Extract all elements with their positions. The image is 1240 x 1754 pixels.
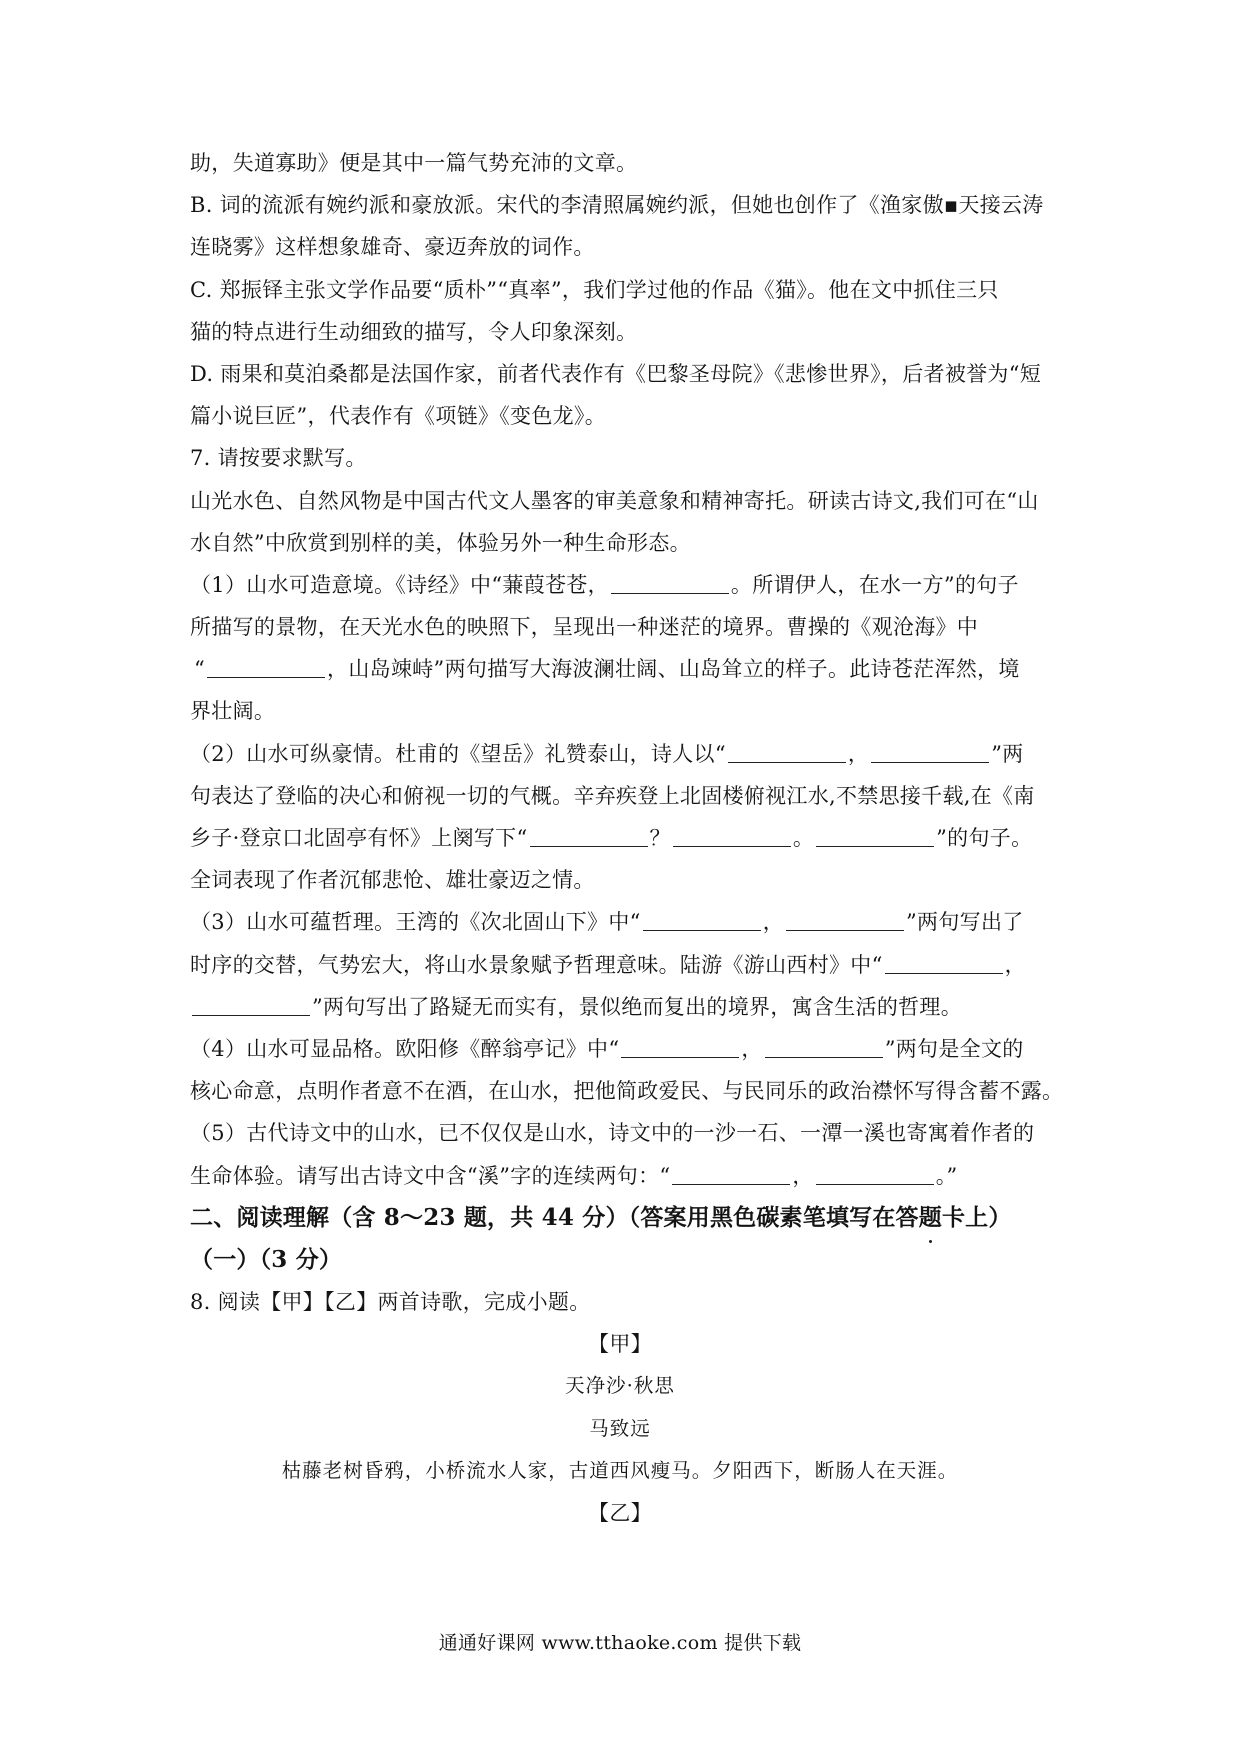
answer-blank[interactable] xyxy=(871,738,989,763)
text-line: 水自然”中欣赏到别样的美，体验另外一种生命形态。 xyxy=(190,530,691,555)
heading-text: 二、阅读理解（含 8～23 题，共 44 分）（答案用黑色碳素笔填写在 xyxy=(190,1203,896,1231)
text-segment: 乡子·登京口北固亭有怀》上阕写下“ xyxy=(190,826,528,850)
text-segment: ， xyxy=(762,910,785,935)
footer-watermark: 通通好课网 www.tthaoke.com 提供下载 xyxy=(438,1632,802,1654)
text-line xyxy=(190,944,1050,986)
answer-blank[interactable] xyxy=(621,1033,739,1058)
text-segment: ”的句子。 xyxy=(936,826,1033,850)
text-segment: 生命体验。请写出古诗文中含“溪”字的连续两句：“ xyxy=(190,1163,671,1188)
text-segment: ？ xyxy=(649,826,671,850)
text-segment: 时序的交替，气势宏大，将山水景象赋予哲理意味。陆游《游山西村》中“ xyxy=(190,952,883,977)
answer-blank[interactable] xyxy=(885,949,1003,974)
poem-body: 枯藤老树昏鸦，小桥流水人家，古道西风瘦马。夕阳西下，断肠人在天涯。 xyxy=(281,1458,959,1482)
text-line xyxy=(190,1155,1050,1197)
text-segment: 。” xyxy=(935,1163,958,1188)
text-segment: （3）山水可蕴哲理。王湾的《次北固山下》中“ xyxy=(190,910,641,935)
heading-text: 上） xyxy=(965,1203,1012,1231)
document-body xyxy=(190,142,1064,1534)
text-line xyxy=(190,986,1050,1028)
text-line xyxy=(190,648,1050,690)
text-segment: 。 xyxy=(792,826,815,850)
text-segment: ，山岛竦峙”两句描写大海波澜壮阔、山岛耸立的样子。此诗苍茫浑然，境 xyxy=(327,657,1020,682)
text-segment: ”两句写出了路疑无而实有，景似绝而复出的境界，寓含生活的哲理。 xyxy=(312,994,963,1019)
text-line: 篇小说巨匠”，代表作有《项链》《变色龙》。 xyxy=(190,404,607,429)
answer-blank[interactable] xyxy=(207,653,325,678)
option-d: D. 雨果和莫泊桑都是法国作家，前者代表作有《巴黎圣母院》《悲惨世界》，后者被誉为“短 xyxy=(190,361,1042,386)
answer-blank[interactable] xyxy=(765,1033,883,1058)
answer-blank[interactable] xyxy=(672,1160,790,1185)
answer-blank[interactable] xyxy=(192,991,310,1016)
subquestion-1 xyxy=(190,564,1050,606)
text-segment: ”两句是全文的 xyxy=(884,1036,1024,1061)
text-line: 句表达了登临的决心和俯视一切的气概。辛弃疾登上北固楼俯视江水,不禁思接千载,在《南 xyxy=(190,783,1035,808)
answer-blank[interactable] xyxy=(611,569,729,594)
text-segment: ， xyxy=(741,1036,763,1061)
answer-blank[interactable] xyxy=(530,822,648,847)
text-line: 全词表现了作者沉郁悲怆、雄壮豪迈之情。 xyxy=(190,868,595,893)
poem-label-yi: 【乙】 xyxy=(588,1501,652,1525)
text-line: 所描写的景物，在天光水色的映照下，呈现出一种迷茫的境界。曹操的《观沧海》中 xyxy=(190,615,979,640)
answer-blank[interactable] xyxy=(643,906,761,931)
text-line: 山光水色、自然风物是中国古代文人墨客的审美意象和精神寄托。研读古诗文,我们可在“山 xyxy=(190,488,1039,513)
text-line: 界壮阔。 xyxy=(190,699,276,724)
text-segment: ”两句写出了 xyxy=(906,910,1024,935)
answer-blank[interactable] xyxy=(816,822,934,847)
text-line: 核心命意，点明作者意不在酒，在山水，把他简政爱民、与民同乐的政治襟怀写得含蓄不露。 xyxy=(190,1079,1064,1104)
text-line xyxy=(190,817,1050,859)
text-segment: ”两 xyxy=(991,741,1024,766)
text-segment: “ xyxy=(194,657,206,682)
text-segment: ， xyxy=(1004,952,1026,977)
section-heading xyxy=(190,1197,1050,1239)
text-segment: （2）山水可纵豪情。杜甫的《望岳》礼赞泰山，诗人以“ xyxy=(190,741,726,766)
poem-title: 天净沙·秋思 xyxy=(565,1374,675,1398)
text-line: 连晓雾》这样想象雄奇、豪迈奔放的词作。 xyxy=(190,235,595,260)
answer-blank[interactable] xyxy=(816,1160,934,1185)
option-c: C. 郑振铎主张文学作品要“质朴”“真率”，我们学过他的作品《猫》。他在文中抓住三只 xyxy=(190,277,999,302)
subquestion-2 xyxy=(190,733,1050,775)
text-line: 助，失道寡助》便是其中一篇气势充沛的文章。 xyxy=(190,151,638,175)
answer-blank[interactable] xyxy=(673,822,791,847)
subquestion-3 xyxy=(190,901,1050,943)
text-segment: （1）山水可造意境。《诗经》中“蒹葭苍苍， xyxy=(190,572,609,597)
poem-author: 马致远 xyxy=(589,1416,651,1440)
option-b: B. 词的流派有婉约派和豪放派。宋代的李清照属婉约派，但她也创作了《渔家傲▪天接云涛 xyxy=(190,193,1044,218)
poem-label-jia: 【甲】 xyxy=(588,1332,652,1357)
text-segment: （4）山水可显品格。欧阳修《醉翁亭记》中“ xyxy=(190,1036,620,1061)
text-segment: ， xyxy=(847,741,870,766)
answer-blank[interactable] xyxy=(728,738,846,763)
subsection-heading: （一）（3 分） xyxy=(190,1245,343,1273)
text-segment: ， xyxy=(792,1163,814,1188)
question-7-title: 7. 请按要求默写。 xyxy=(190,446,367,471)
text-line: 猫的特点进行生动细致的描写，令人印象深刻。 xyxy=(190,319,638,344)
question-8-title: 8. 阅读【甲】【乙】两首诗歌，完成小题。 xyxy=(190,1290,591,1315)
subquestion-5: （5）古代诗文中的山水，已不仅仅是山水，诗文中的一沙一石、一潭一溪也寄寓着作者的 xyxy=(190,1121,1035,1146)
answer-blank[interactable] xyxy=(786,906,904,931)
text-segment: 。所谓伊人，在水一方”的句子 xyxy=(730,572,1019,597)
subquestion-4 xyxy=(190,1028,1050,1070)
emphasis-text: 答题卡 xyxy=(896,1197,966,1239)
